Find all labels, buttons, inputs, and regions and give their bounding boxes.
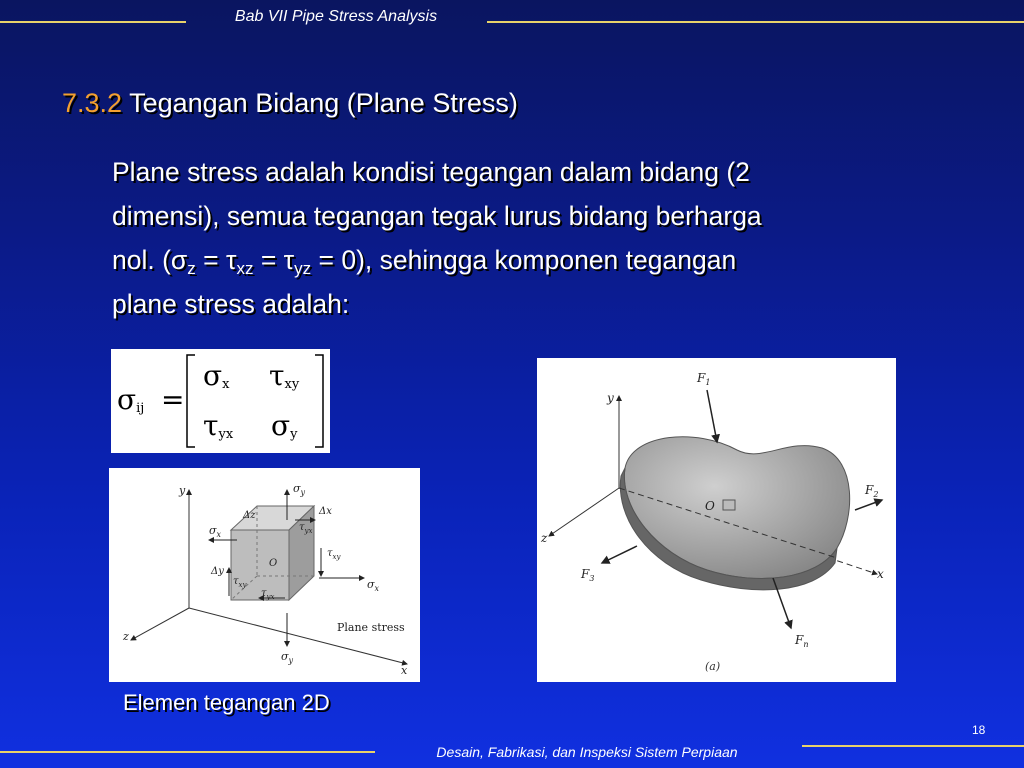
matrix-a11: $\sigma_x$ (203, 359, 230, 392)
element-sigma-x-left: $\sigma_x$ (209, 524, 222, 539)
element-sigma-x-right: $\sigma_x$ (367, 578, 380, 593)
body-caption: (a) (705, 660, 721, 673)
header-title: Bab VII Pipe Stress Analysis (234, 8, 438, 25)
element-tau-yx-bottom: $\tau_{yx}$ (261, 588, 275, 601)
paragraph-line-3: nol. $(\sigma_z = \tau_{xz} = \tau_{yz} = 0)$, sehingga komponen tegangan (112, 245, 737, 278)
stress-matrix (111, 349, 330, 453)
force-fn: $F_n$ (795, 633, 809, 649)
loaded-body-figure (537, 358, 896, 682)
matrix-a21: $\tau_{yx}$ (203, 409, 234, 442)
body-origin: O (705, 499, 715, 513)
element-axis-x: x (401, 664, 408, 677)
paragraph-line-1: Plane stress adalah kondisi tegangan dalam bidang (2 (112, 157, 750, 187)
matrix-a22: $\sigma_y$ (271, 409, 298, 442)
body-paragraph (104, 150, 964, 326)
element-delta-x: Δx (319, 506, 332, 517)
page-number: 18 (972, 723, 986, 737)
stress-element-diagram (109, 468, 420, 682)
footer-rule-left (0, 751, 375, 753)
header-rule-left (0, 21, 186, 23)
header-rule-right (487, 21, 1024, 23)
element-tau-xy-left: $\tau_{xy}$ (233, 576, 247, 589)
element-label: Plane stress (337, 621, 405, 634)
section-number: 7.3.2 (62, 88, 123, 118)
figure-caption: Elemen tegangan 2D (123, 690, 330, 715)
paragraph-line-2: dimensi), semua tegangan tegak lurus bidang berharga (112, 201, 762, 231)
stress-element-figure (109, 468, 420, 682)
paragraph-line-4: plane stress adalah: (112, 289, 350, 319)
element-axis-z: z (123, 630, 129, 643)
matrix-lhs: $\sigma_{ij}$ (117, 383, 145, 416)
element-delta-z: Δz (243, 510, 256, 521)
section-heading (62, 88, 518, 119)
matrix-a12: $\tau_{xy}$ (269, 359, 300, 392)
element-sigma-y-top: $\sigma_y$ (293, 482, 306, 497)
body-axis-x: x (877, 567, 884, 581)
force-f1: $F_1$ (697, 371, 711, 387)
footer-rule-right (802, 745, 1024, 747)
matrix-equals: = (161, 383, 185, 416)
force-f2: $F_2$ (865, 483, 879, 499)
element-axis-y: y (179, 484, 186, 497)
body-axis-z: z (541, 531, 548, 545)
force-f3: $F_3$ (581, 567, 595, 583)
element-origin: O (269, 558, 278, 569)
body-axis-y: y (607, 391, 614, 405)
element-sigma-y-bottom: $\sigma_y$ (281, 650, 294, 665)
element-delta-y: Δy (211, 566, 224, 577)
footer-text: Desain, Fabrikasi, dan Inspeksi Sistem Perpiaan (436, 744, 738, 760)
element-tau-yx-top: $\tau_{yx}$ (299, 522, 313, 535)
element-tau-xy: $\tau_{xy}$ (327, 548, 341, 561)
section-title: Tegangan Bidang (Plane Stress) (129, 88, 518, 118)
loaded-body-diagram (537, 358, 896, 682)
